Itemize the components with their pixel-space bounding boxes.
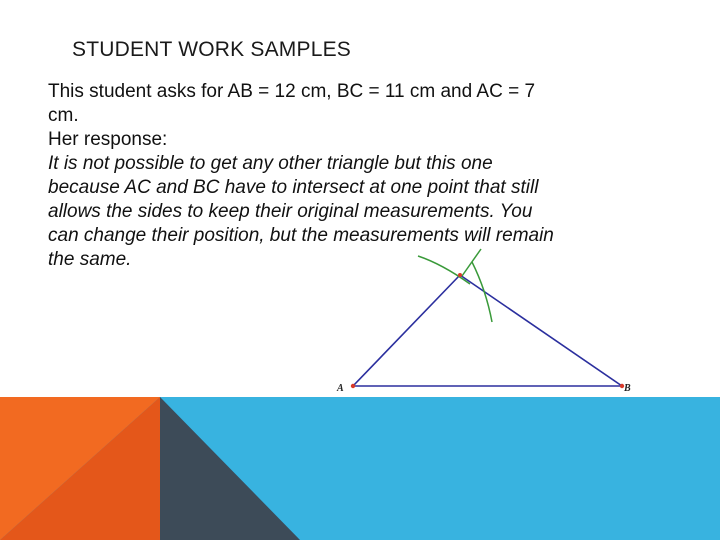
response-line-3: allows the sides to keep their original measurements. You [48, 201, 533, 222]
body-line-2: cm. [48, 105, 79, 126]
label-b: B [624, 383, 631, 394]
response-line-5: the same. [48, 249, 132, 270]
response-line-1: It is not possible to get any other triangle but this one [48, 153, 493, 174]
slide-body [48, 80, 698, 272]
response-line-4: can change their position, but the measurements will remain [48, 225, 554, 246]
slide-title: STUDENT WORK SAMPLES [72, 38, 351, 61]
body-line-1: This student asks for AB = 12 cm, BC = 11 cm and AC = 7 [48, 81, 536, 102]
response-line-2: because AC and BC have to intersect at one point that still [48, 177, 539, 198]
label-a: A [337, 383, 344, 394]
body-line-3: Her response: [48, 129, 168, 150]
